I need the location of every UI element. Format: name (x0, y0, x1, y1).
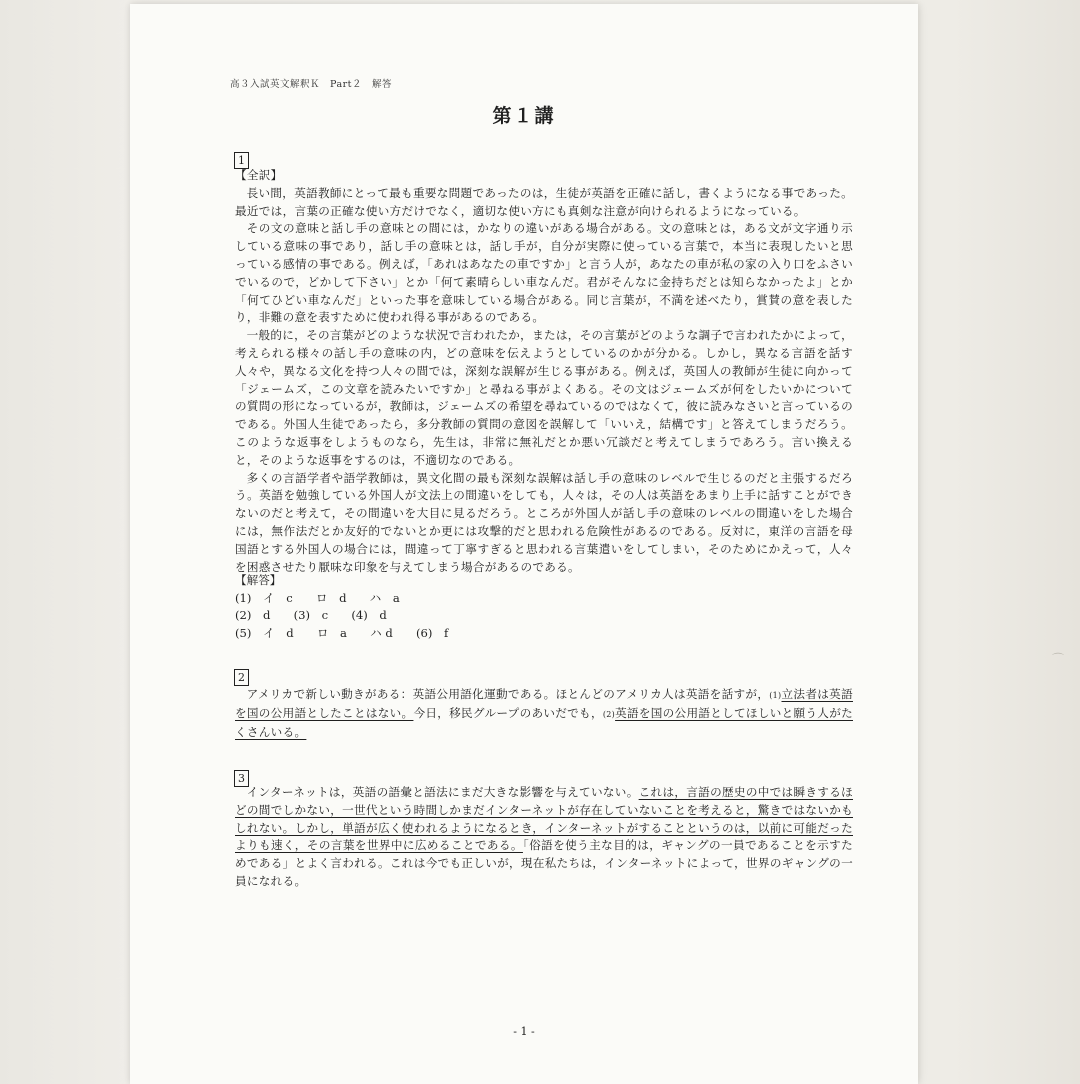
section-2-text-a: アメリカで新しい動きがある：英語公用語化運動である。ほとんどのアメリカ人は英語を話すが， (246, 687, 770, 701)
marker-2: (2) (602, 709, 616, 719)
section-3-text-b: 「俗語を使う主な目的は，ギャングの一員であることを示すためである」とよく言われる。これは今でも正しいが，現在私たちは，インターネットによって，世界のギャングの一員になれる。 (235, 838, 853, 888)
answer-row: (2) d (3) c (4) d (235, 608, 387, 622)
paragraph: 多くの言語学者や語学教師は，異文化間の最も深刻な誤解は話し手の意味のレベルで生じるのだと主張するだろう。英語を勉強している外国人が文法上の間違いをしても，人々は，その人は英語をあまり上手に話すことができないのだと考えて，その間違いを大目に見るだろう。ところが外国人が話し手の意味のレベルの間違いをした場合には，無作法だとか友好的でないとか更には攻撃的だと思われる危険性があるのである。反対に，東洋の言語を母国語とする外国人の場合には，間違って丁寧すぎると思われる言葉遣いをしてしまい，そのためにかえって，人々を困惑させたり厭味な印象を与えてしまう場合があるのである。 (235, 470, 853, 574)
paragraph: その文の意味と話し手の意味との間には，かなりの違いがある場合がある。文の意味とは，ある文が文字通り示している意味の事であり，話し手の意味とは，話し手が，自分が実際に使っている言葉で，本当に表現したいと思っている感情の事である。例えば，「あれはあなたの車ですか」と言う人が，あなたの車が私の家の入り口をふさいでいるので，どかして下さい」とか「何て素晴らしい車なんだ。君がそんなに金持ちだとは知らなかったよ」とか「何てひどい車なんだ」といった事を意味している場合がある。同じ言葉が，不満を述べたり，賞賛の意を表したり，非難の意を表すために使われ得る事があるのである。 (235, 221, 853, 325)
section-1-translation (235, 167, 853, 576)
section-3-text (235, 784, 853, 891)
paper-scrap-icon: ⌒ (1052, 652, 1065, 666)
answer-row: (1) イ c ロ d ハ a (235, 590, 400, 605)
section-2-text (235, 686, 853, 741)
answers-block (235, 572, 448, 642)
underline-2: 英語を国の公用語としてほしいと願う人がたくさんいる。 (235, 705, 853, 739)
document-page (130, 4, 918, 1084)
underline-1: 立法者は英語を国の公用語としたことはない。 (235, 687, 853, 720)
section-2-text-b: 今日，移民グループのあいだでも， (413, 705, 603, 720)
section-3-number: 3 (234, 770, 249, 787)
section-1-number: 1 (234, 152, 249, 169)
marker-1: (1) (769, 691, 782, 700)
section-2-number: 2 (234, 669, 249, 686)
paragraph: 一般的に，その言葉がどのような状況で言われたか，または，その言葉がどのような調子で言われたかによって，考えられる様々の話し手の意味の内，どの意味を伝えようとしているのかが分かる。しかし，異なる言語を話す人々や，異なる文化を持つ人々の間では，深刻な誤解が生じる事がある。例えば，英国人の教師が生徒に向かって「ジェームズ，この文章を読みたいですか」と尋ねる事がよくある。その文はジェームズが何をしたいかについての質問の形になっているが，教師は，ジェームズの希望を尋ねているのではなくて，彼に読みなさいと言っているのである。外国人生徒であったら，多分教師の質問の意図を誤解して「いいえ，結構です」と答えてしまうだろう。このような返事をしようものなら，先生は，非常に無礼だとか悪い冗談だと考えてしまうであろう。言い換えると，そのような返事をするのは，不適切なのである。 (235, 328, 853, 467)
page-title: 第１講 (492, 105, 556, 127)
translation-label: 【全訳】 (235, 168, 283, 182)
page-header: 高３入試英文解釈Ｋ Part２ 解答 (230, 79, 392, 90)
answers-label: 【解答】 (235, 573, 282, 587)
section-3-text-a: インターネットは，英語の語彙と語法にまだ大きな影響を与えていない。 (246, 785, 639, 799)
page-number: - 1 - (513, 1025, 535, 1038)
answer-row: (5) イ d ロ a ハ d (6) f (235, 625, 449, 640)
paragraph: 長い間，英語教師にとって最も重要な問題であったのは，生徒が英語を正確に話し，書くようになる事であった。最近では，言葉の正確な使い方だけでなく，適切な使い方にも真剣な注意が向けられるようになっている。 (235, 185, 853, 218)
underline-passage: これは，言語の歴史の中では瞬きするほどの間でしかない，一世代という時間しかまだインターネットが存在していないことを考えると，驚きではないかもしれない。しかし，単語が広く使われるようになるとき，インターネットがすることというのは，以前に可能だったよりも速く，その言葉を世界中に広めることである。 (235, 785, 854, 853)
